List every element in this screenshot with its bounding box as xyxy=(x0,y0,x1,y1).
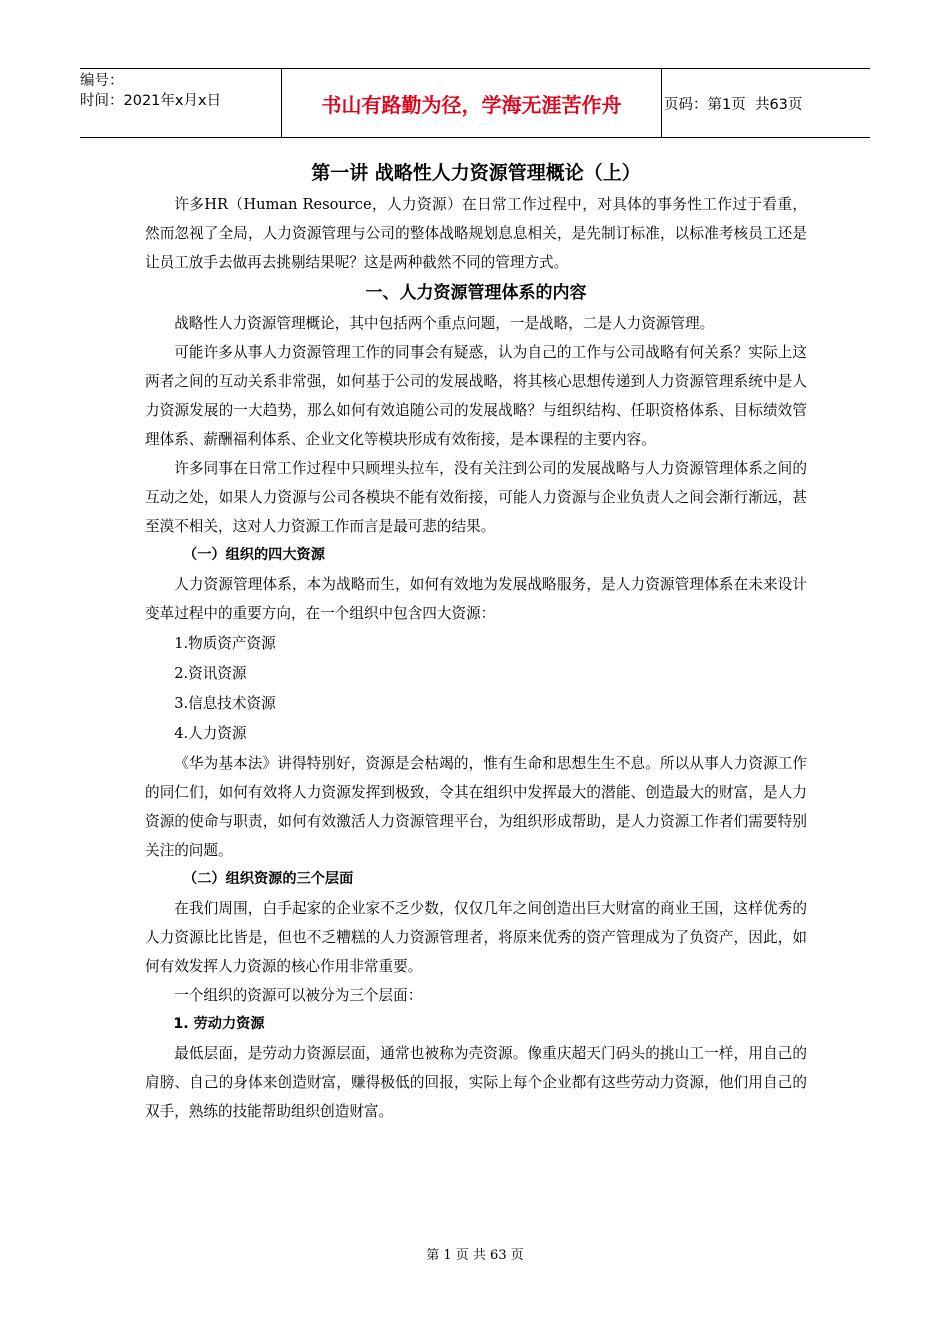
subsection-heading: （一）组织的四大资源 xyxy=(183,547,325,563)
header-page-info xyxy=(664,69,870,137)
body-paragraph: 在我们周围，白手起家的企业家不乏少数，仅仅几年之间创造出巨大财富的商业王国，这样优秀的人力资源比比皆是，但也不乏糟糕的人力资源管理者，将原来优秀的资产管理成为了负资产，因此，如何有效发挥人力资源的核心作用非常重要。 xyxy=(145,900,807,975)
page-header xyxy=(80,68,870,138)
list-item: 2.资讯资源 xyxy=(174,665,247,682)
document-body xyxy=(145,156,807,1126)
section-heading: 一、人力资源管理体系的内容 xyxy=(365,283,587,303)
body-paragraph: 许多同事在日常工作过程中只顾埋头拉车，没有关注到公司的发展战略与人力资源管理体系之间的互动之处，如果人力资源与公司各模块不能有效衔接，可能人力资源与企业负责人之间会渐行渐远，甚至漠不相关，这对人力资源工作而言是最可悲的结果。 xyxy=(145,460,807,535)
body-paragraph: 一个组织的资源可以被分为三个层面： xyxy=(174,987,423,1004)
subsection-heading: （二）组织资源的三个层面 xyxy=(183,871,354,887)
document-date-label: 时间：2021年x月x日 xyxy=(80,93,222,109)
level-heading: 1. 劳动力资源 xyxy=(173,1016,265,1032)
document-number-label: 编号： xyxy=(80,73,124,89)
header-motto: 书山有路勤为径，学海无涯苦作舟 xyxy=(281,69,662,137)
page-footer: 第 1 页 共 63 页 xyxy=(426,1248,524,1263)
list-item: 1.物质资产资源 xyxy=(174,635,276,652)
header-page-count: 页码：第1页 共63页 xyxy=(664,96,803,113)
list-item: 4.人力资源 xyxy=(174,725,247,742)
intro-paragraph: 许多HR（Human Resource，人力资源）在日常工作过程中，对具体的事务性工作过于看重，然而忽视了全局，人力资源管理与公司的整体战略规划息息相关，是先制订标准，以标准考核员工还是让员工放手去做再去挑剔结果呢？这是两种截然不同的管理方式。 xyxy=(145,196,807,271)
list-item: 3.信息技术资源 xyxy=(174,695,276,712)
body-paragraph: 人力资源管理体系，本为战略而生，如何有效地为发展战略服务，是人力资源管理体系在未来设计变革过程中的重要方向，在一个组织中包含四大资源： xyxy=(145,576,807,622)
body-paragraph: 可能许多从事人力资源管理工作的同事会有疑惑，认为自己的工作与公司战略有何关系？实际上这两者之间的互动关系非常强，如何基于公司的发展战略，将其核心思想传递到人力资源管理系统中是人力资源发展的一大趋势，那么如何有效追随公司的发展战略？与组织结构、任职资格体系、目标绩效管理体系、薪酬福利体系、企业文化等模块形成有效衔接，是本课程的主要内容。 xyxy=(145,344,807,448)
body-paragraph: 战略性人力资源管理概论，其中包括两个重点问题，一是战略，二是人力资源管理。 xyxy=(174,315,715,332)
header-meta xyxy=(80,69,280,139)
body-paragraph: 最低层面，是劳动力资源层面，通常也被称为壳资源。像重庆超天门码头的挑山工一样，用自己的肩膀、自己的身体来创造财富，赚得极低的回报，实际上每个企业都有这些劳动力资源，他们用自己的双手，熟练的技能帮助组织创造财富。 xyxy=(145,1045,807,1120)
body-paragraph: 《华为基本法》讲得特别好，资源是会枯竭的，惟有生命和思想生生不息。所以从事人力资源工作的同仁们，如何有效将人力资源发挥到极致，令其在组织中发挥最大的潜能、创造最大的财富，是人力资源的使命与职责，如何有效激活人力资源管理平台，为组织形成帮助，是人力资源工作者们需要特别关注的问题。 xyxy=(145,755,807,859)
lecture-title: 第一讲 战略性人力资源管理概论（上） xyxy=(311,162,641,184)
